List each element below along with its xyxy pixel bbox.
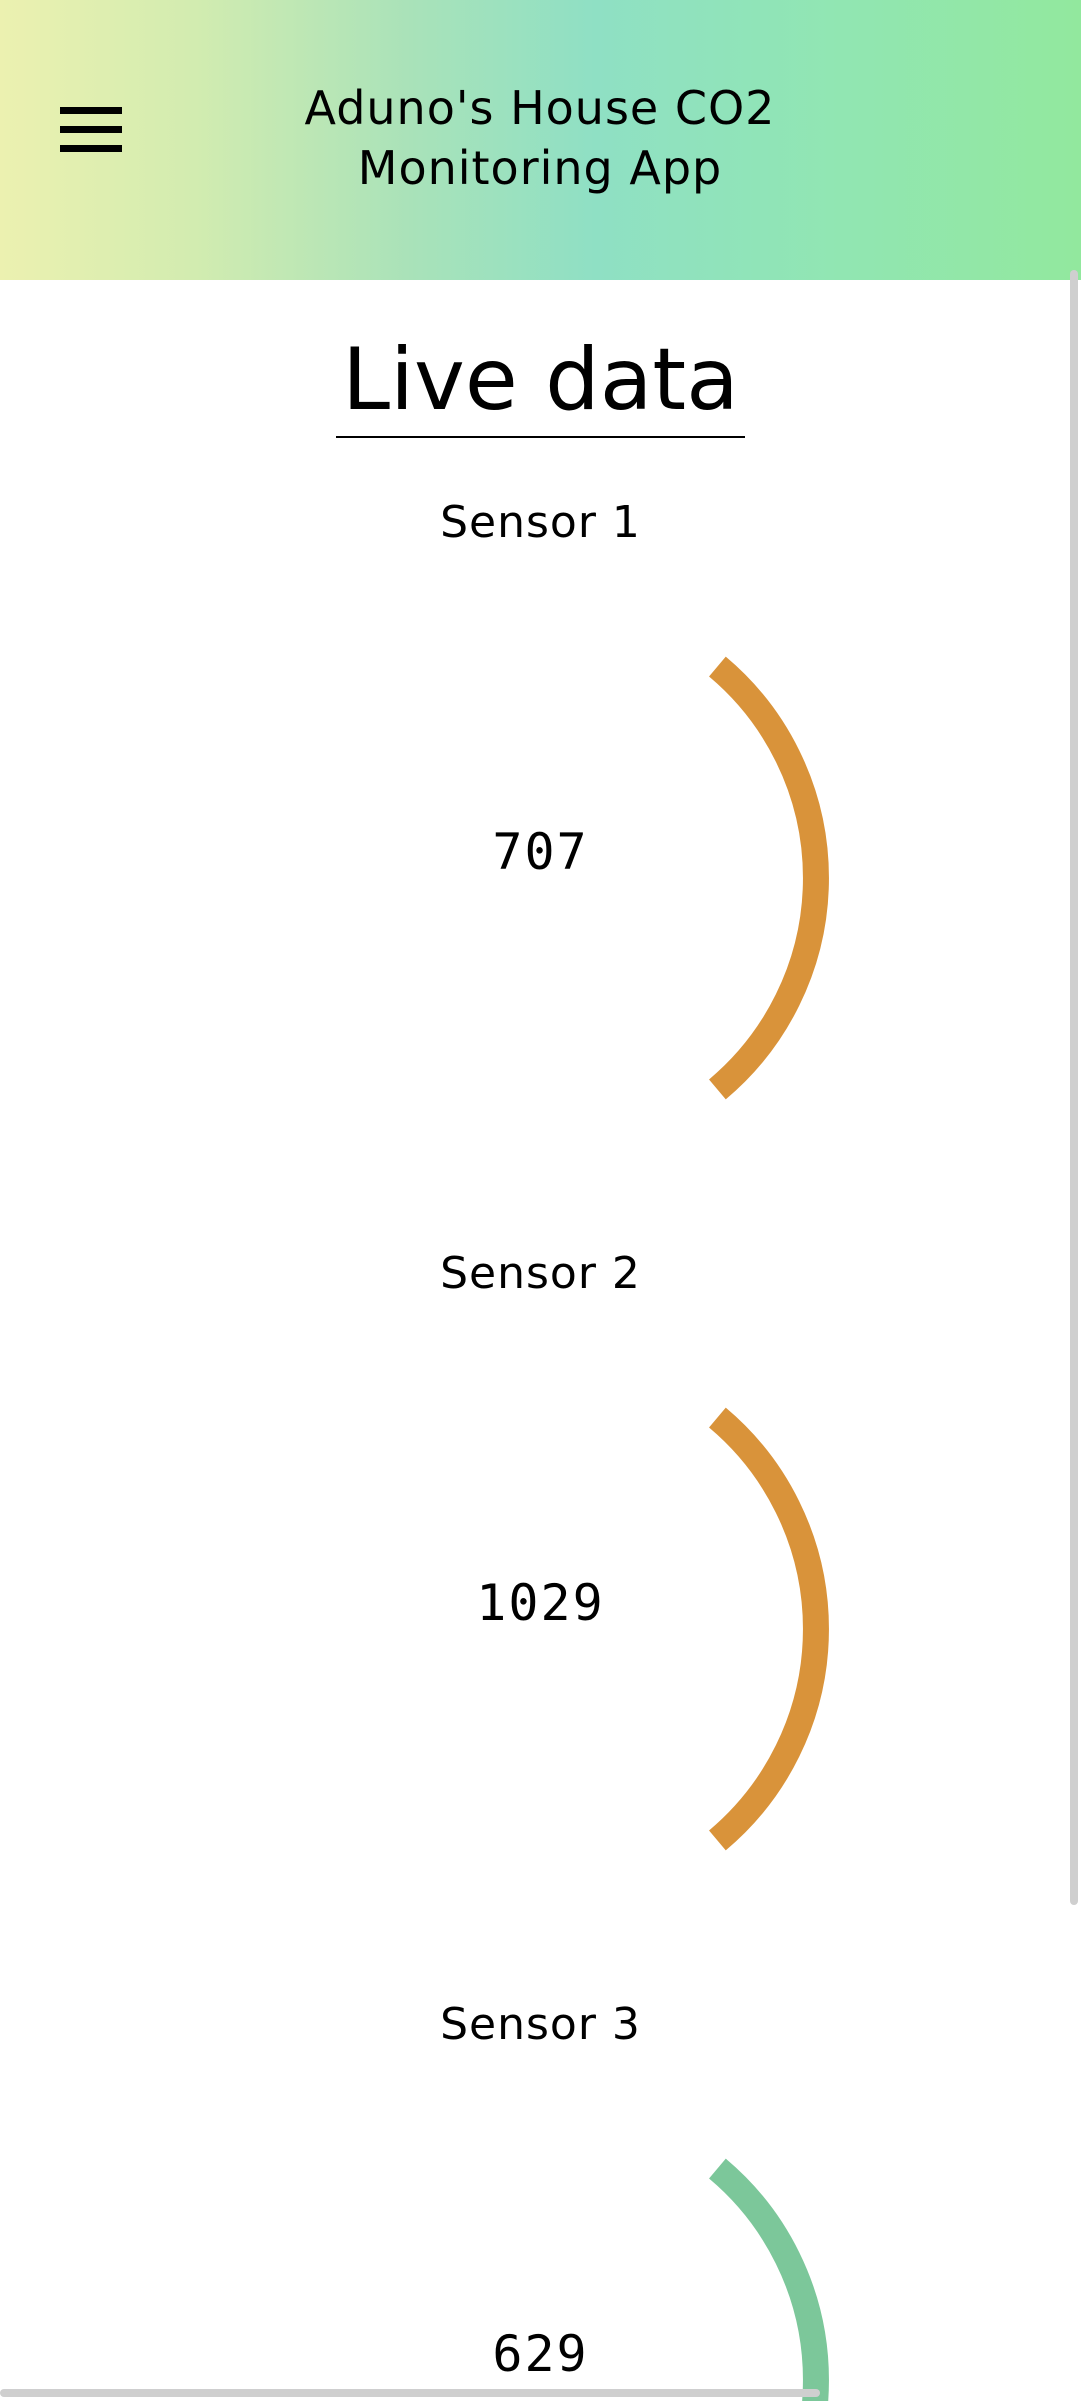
gauge-value: 629 <box>492 2325 589 2383</box>
sensor-card-3 <box>0 1997 1081 2401</box>
hamburger-menu-icon <box>60 107 122 114</box>
gauge-value: 1029 <box>476 1574 605 1632</box>
app-header <box>0 0 1081 280</box>
hamburger-menu-icon-bar <box>60 145 122 152</box>
menu-button[interactable] <box>52 100 128 160</box>
hamburger-menu-icon-bar <box>60 126 122 133</box>
sensor-card-2 <box>0 1246 1081 1996</box>
sensor-label: Sensor 2 <box>440 1248 641 1299</box>
sensor-label: Sensor 1 <box>440 497 641 548</box>
vertical-scrollbar[interactable] <box>1070 270 1078 1905</box>
page-title: Live data <box>336 330 745 438</box>
gauge-value: 707 <box>492 823 589 881</box>
horizontal-scrollbar[interactable] <box>0 2389 820 2397</box>
page-title-wrap <box>0 330 1081 438</box>
sensor-label: Sensor 3 <box>440 1999 641 2050</box>
sensor-card-1 <box>0 495 1081 1245</box>
app-title: Aduno's House CO2 Monitoring App <box>304 81 776 195</box>
